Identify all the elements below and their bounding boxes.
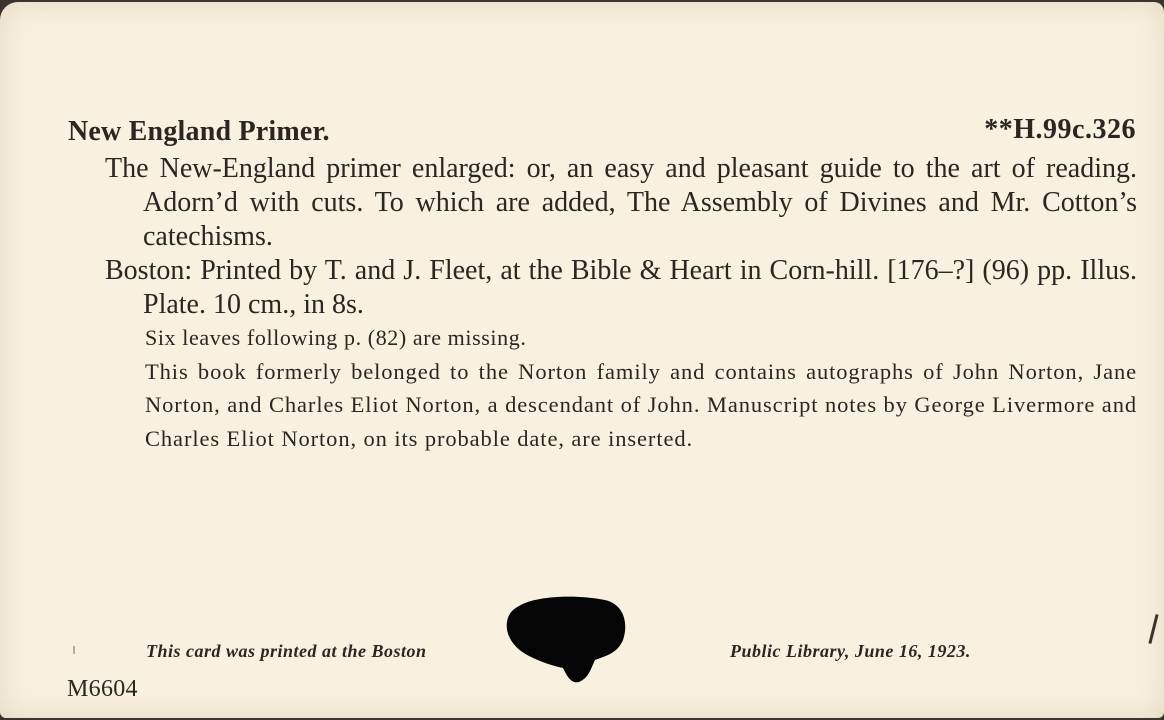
faint-mark <box>73 646 75 654</box>
imprint-statement: Boston: Printed by T. and J. Fleet, at the Bible & Heart in Corn-hill. [176–?] (96) pp. Illus. Plate. 10 cm., in 8s. <box>105 255 1137 320</box>
title-block <box>105 152 1137 322</box>
main-entry-heading: New England Primer. <box>68 116 330 147</box>
pencil-mark <box>1148 614 1158 644</box>
accession-number: M6604 <box>67 676 138 702</box>
printer-note-left: This card was printed at the Boston <box>146 641 427 661</box>
notes-block <box>145 321 1137 455</box>
title-statement: The New-England primer enlarged: or, an easy and pleasant guide to the art of reading. Adorn’d with cuts. To which are added, The Assembly of Divines and Mr. Cotton’s catechisms. <box>105 153 1137 252</box>
call-number: **H.99c.326 <box>984 114 1136 145</box>
ink-blot <box>505 596 627 684</box>
printer-note-right: Public Library, June 16, 1923. <box>730 641 971 661</box>
catalog-card <box>0 2 1164 718</box>
note-provenance: This book formerly belonged to the Norton family and contains autographs of John Norton, Jane Norton, and Charles Eliot Norton, a descendant of John. Manuscript notes by George Livermore and Charles Eliot Norton, on its probable date, are inserted. <box>145 358 1137 451</box>
note-missing-leaves: Six leaves following p. (82) are missing. <box>145 325 527 350</box>
